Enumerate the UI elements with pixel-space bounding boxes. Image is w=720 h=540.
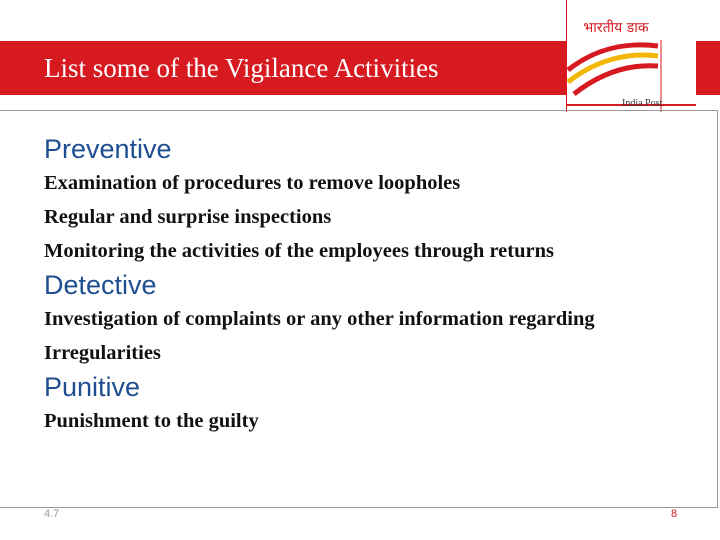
- footer-section-number: 4.7: [44, 508, 60, 520]
- section-heading-detective: Detective: [44, 270, 157, 300]
- slide-body: [44, 132, 704, 438]
- page-number: 8: [671, 508, 678, 520]
- list-item: Investigation of complaints or any other information regarding Irregularities: [44, 308, 595, 364]
- logo-hindi-text: भारतीय डाक: [583, 20, 649, 36]
- india-post-logo: [566, 0, 696, 112]
- list-item: Punishment to the guilty: [44, 410, 259, 432]
- slide-title: List some of the Vigilance Activities: [44, 53, 439, 83]
- section-heading-preventive: Preventive: [44, 134, 172, 164]
- list-item: Regular and surprise inspections: [44, 206, 332, 228]
- section-heading-punitive: Punitive: [44, 372, 141, 402]
- list-item: Examination of procedures to remove loopholes: [44, 172, 461, 194]
- logo-english-text: India Post: [622, 98, 663, 109]
- list-item: Monitoring the activities of the employees through returns: [44, 240, 554, 262]
